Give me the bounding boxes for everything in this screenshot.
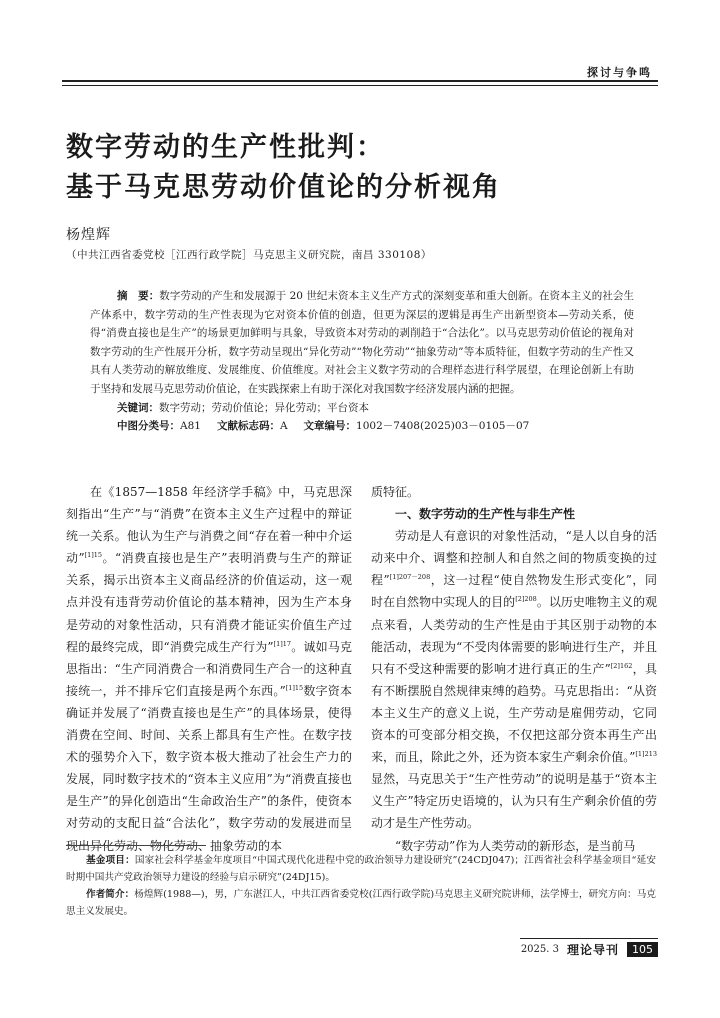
- page-footer: [521, 941, 658, 958]
- paragraph-text: ，这一过程“使自然物发生形式变化”，同时在自然物中实现人的目的: [371, 573, 657, 610]
- citation-marker: [1]17: [273, 639, 292, 648]
- abstract: [90, 287, 634, 399]
- body-column-right: [371, 481, 657, 857]
- citation-marker: [1]207－208: [389, 573, 431, 582]
- header-rule: [62, 80, 658, 86]
- fund-note: [66, 852, 656, 886]
- citation-marker: [2]162: [610, 661, 633, 670]
- paragraph-text: 。以历史唯物主义的观点来看，人类劳动的生产性是由于其区别于动物的本能活动，表现为“不受肉体需要的影响进行生产，并且只有不受这种需要的影响才进行真正的生产”: [371, 595, 657, 676]
- paragraph-text: 在《1857—1858 年经济学手稿》中，马克思深刻指出“生产”与“消费”在资本主义生产过程中的辩证统一关系。他认为生产与消费之间“存在着一种中介运动”: [66, 485, 352, 566]
- paragraph-text: 。诚如马克思指出：“生产同消费合一和消费同生产合一的这种直接统一，并不排斥它们直接是两个东西。”: [66, 639, 352, 698]
- section-heading: 一、数字劳动的生产性与非生产性: [395, 507, 576, 522]
- author-name: 杨煌辉: [66, 227, 111, 243]
- clc-label: 中图分类号：: [117, 420, 180, 433]
- title-line-2: 基于马克思劳动价值论的分析视角: [66, 172, 501, 203]
- author-bio-label: 作者简介：: [86, 889, 135, 900]
- section-tag: 探讨与争鸣: [587, 66, 652, 79]
- author-note: [66, 886, 656, 920]
- left-paragraphs: [66, 481, 352, 857]
- abstract-text: 数字劳动的产生和发展源于 20 世纪末资本主义生产方式的深刻变革和重大创新。在资本主义的社会生产体系中，数字劳动的生产性表现为它对资本价值的创造，但更为深层的逻辑是再生产出新型资本—劳动关系，使得“消费直接也是生产”的场景更加鲜明与具象，导致资本对劳动的剥削趋于“合法化”。以马克思劳动价值论的视角对数字劳动的生产性展开分析，数字劳动呈现出“异化劳动”“物化劳动”“抽象劳动”等本质特征，但数字劳动的生产性又具有人类劳动的解放维度、发展维度、价值维度。对社会主义数字劳动的合理样态进行科学展望，在理论创新上有助于坚持和发展马克思劳动价值论，在实践探索上有助于深化对我国数字经济发展内涵的把握。: [90, 290, 634, 395]
- citation-marker: [1]15: [285, 683, 304, 692]
- continued-text: 质特征。: [371, 485, 420, 499]
- right-paragraphs: [371, 525, 657, 856]
- classification-row: [90, 417, 634, 436]
- paragraph-text: “数字劳动”作为人类劳动的新形态，是当前马: [395, 838, 636, 853]
- paragraph-text: 数字资本确证并发展了“消费直接也是生产”的具体场景，使得消费在空间、时间、关系上都具有生产性。在数字技术的强势介入下，数字资本极大推动了社会生产力的发展，同时数字技术的“资本主义应用”为“消费直接也是生产”的异化创造出“生命政治生产”的条件，使资本对劳动的支配日益“合法化”，数字劳动的发展进而呈现出异化劳动、物化劳动、抽象劳动的本: [66, 683, 352, 853]
- paragraph-text: 显然，马克思关于“生产性劳动”的说明是基于“资本主义生产”特定历史语境的，认为只有生产剩余价值的劳动才是生产性劳动。: [371, 772, 657, 831]
- paragraph-text: 劳动是人有意识的对象性活动，“是人以自身的活动来中介、调整和控制人和自然之间的物质变换的过程”: [371, 529, 657, 588]
- author-bio-text: 杨煌辉(1988—)，男，广东湛江人，中共江西省委党校(江西行政学院)马克思主义研究院讲师，法学博士，研究方向：马克思主义发展史。: [66, 889, 656, 917]
- footnote-rule: [66, 845, 206, 846]
- paragraph-text: 。“消费直接也是生产”表明消费与生产的辩证关系，揭示出资本主义商品经济的价值运动，这一观点并没有违背劳动价值论的基本精神，因为生产本身是劳动的对象性活动，只有消费才能证实价值生产过程的最终完成，即“消费完成生产行为”: [66, 551, 352, 654]
- fund-label: 基金项目：: [86, 855, 135, 866]
- citation-marker: [1]213: [635, 750, 657, 759]
- title-line-1: 数字劳动的生产性批判：: [66, 132, 385, 163]
- citation-marker: [1]15: [84, 551, 103, 560]
- article-no-label: 文章编号：: [303, 420, 357, 433]
- fund-text: 国家社会科学基金年度项目“中国式现代化进程中党的政治领导力建设研究”(24CDJ047)；江西省社会科学基金项目“延安时期中国共产党政治领导力建设的经验与启示研究”(24DJ15)。: [66, 855, 657, 883]
- journal-name: 理论导刊: [566, 943, 619, 957]
- page-number: 105: [627, 942, 658, 957]
- keywords: 数字劳动；劳动价值论；异化劳动；平台资本: [159, 401, 369, 414]
- clc-value: A81: [180, 420, 201, 433]
- keywords-row: [90, 399, 634, 418]
- body-paragraph: [66, 481, 352, 857]
- issue-number: 2025. 3: [520, 944, 559, 955]
- footer-rule: [520, 938, 658, 939]
- author-affiliation: （中共江西省委党校［江西行政学院］马克思主义研究院，南昌 330108）: [66, 249, 432, 261]
- footnotes: [66, 852, 656, 920]
- doc-code-label: 文献标志码：: [216, 420, 280, 433]
- doc-code-value: A: [279, 420, 288, 433]
- abstract-block: [90, 287, 634, 436]
- article-no-value: 1002－7408(2025)03－0105－07: [356, 420, 530, 433]
- article-title: [66, 128, 656, 208]
- paragraph-text: ，具有不断摆脱自然规律束缚的趋势。马克思指出：“从资本主义生产的意义上说，生产劳动是雇佣劳动，它同资本的可变部分相交换，不仅把这部分资本再生产出来，而且，除此之外，还为资本家生产剩余价值。”: [371, 661, 657, 765]
- abstract-label: 摘 要：: [117, 290, 160, 302]
- body-paragraph: [371, 525, 657, 834]
- citation-marker: [2]208: [515, 595, 537, 604]
- keywords-label: 关键词：: [117, 401, 159, 414]
- body-column-left: [66, 481, 352, 857]
